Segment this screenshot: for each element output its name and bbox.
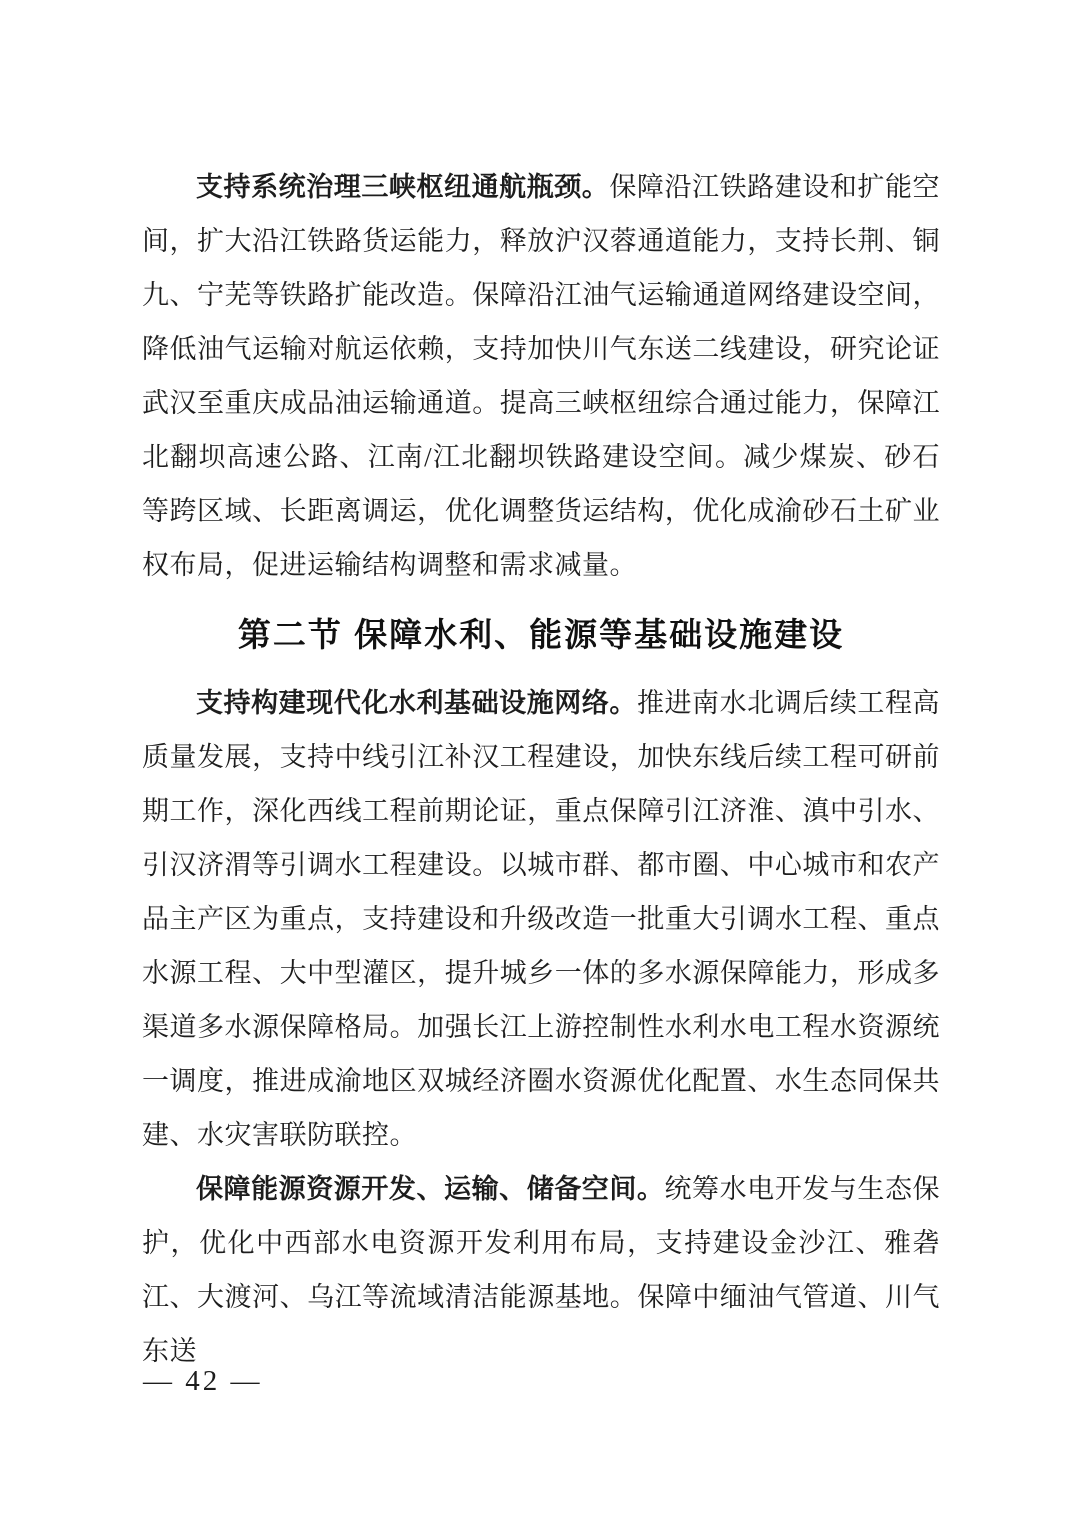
page-number: — 42 — [143, 1365, 263, 1397]
paragraph-body-text: 统筹水电开发与生态保护，优化中西部水电资源开发利用布局，支持建设金沙江、雅砻江、大渡河、乌江等流域清洁能源基地。保障中缅油气管道、川气东送 [142, 1174, 941, 1366]
lead-sentence: 支持系统治理三峡枢纽通航瓶颈。 [196, 172, 610, 202]
paragraph-body-text: 推进南水北调后续工程高质量发展，支持中线引江补汉工程建设，加快东线后续工程可研前期工作，深化西线工程前期论证，重点保障引江济淮、滇中引水、引汉济渭等引调水工程建设。以城市群、都市圈、中心城市和农产品主产区为重点，支持建设和升级改造一批重大引调水工程、重点水源工程、大中型灌区，提升城乡一体的多水源保障能力，形成多渠道多水源保障格局。加强长江上游控制性水利水电工程水资源统一调度，推进成渝地区双城经济圈水资源优化配置、水生态同保共建、水灾害联防联控。 [142, 688, 941, 1150]
paragraph-energy-resources [142, 1162, 940, 1378]
lead-sentence: 支持构建现代化水利基础设施网络。 [196, 688, 637, 718]
document-body [142, 160, 940, 1378]
section-heading: 第二节 保障水利、能源等基础设施建设 [237, 616, 845, 653]
paragraph-water-infrastructure [142, 676, 940, 1162]
paragraph-transport [142, 160, 940, 592]
lead-sentence: 保障能源资源开发、运输、储备空间。 [196, 1174, 665, 1204]
paragraph-body-text: 保障沿江铁路建设和扩能空间，扩大沿江铁路货运能力，释放沪汉蓉通道能力，支持长荆、铜九、宁芜等铁路扩能改造。保障沿江油气运输通道网络建设空间，降低油气运输对航运依赖，支持加快川气东送二线建设，研究论证武汉至重庆成品油运输通道。提高三峡枢纽综合通过能力，保障江北翻坝高速公路、江南/江北翻坝铁路建设空间。减少煤炭、砂石等跨区域、长距离调运，优化调整货运结构，优化成渝砂石土矿业权布局，促进运输结构调整和需求减量。 [142, 172, 941, 580]
page-footer [143, 1363, 263, 1399]
